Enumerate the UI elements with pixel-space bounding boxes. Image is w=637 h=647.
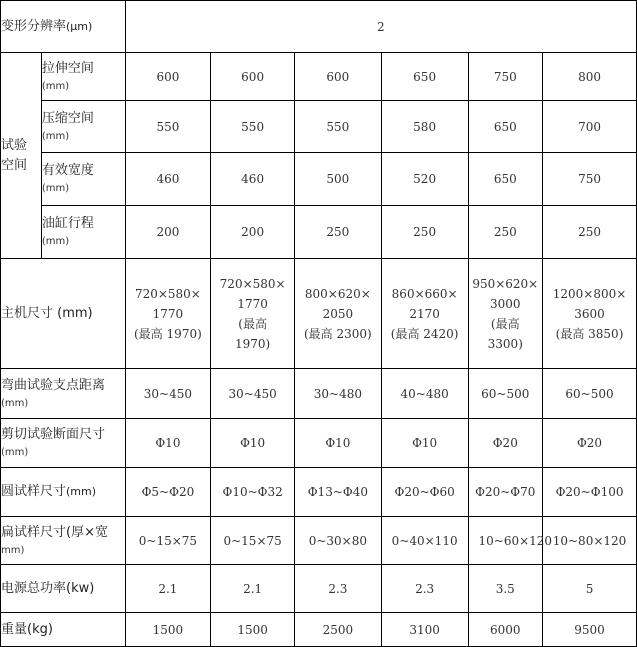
table-cell: 30~450	[125, 369, 211, 419]
table-cell: 40~480	[381, 369, 468, 419]
table-cell: 0~40×110	[381, 517, 468, 565]
table-cell: 250	[543, 206, 637, 259]
cell-line: 1770	[237, 296, 268, 311]
table-cell: 550	[125, 101, 211, 153]
table-cell	[125, 259, 211, 369]
cell-line: 2050	[322, 306, 354, 321]
table-row	[1, 101, 637, 153]
row-label-text: 圆试样尺寸	[1, 484, 67, 499]
table-row	[1, 259, 637, 369]
row-label	[41, 101, 125, 153]
table-row	[1, 153, 637, 206]
row-label: 重量(kg)	[1, 613, 126, 647]
table-cell	[211, 259, 295, 369]
row-label-text: 油缸行程	[41, 216, 94, 231]
table-cell: 600	[211, 53, 295, 101]
cell-line: 3600	[574, 306, 605, 321]
table-cell: 200	[211, 206, 295, 259]
table-cell: Φ20~Φ100	[543, 468, 637, 517]
cell-line: 950×620×	[472, 276, 539, 291]
row-label-text: 弯曲试验支点距离	[1, 377, 106, 393]
table-cell: Φ5~Φ20	[125, 468, 211, 517]
table-cell: 9500	[543, 613, 637, 647]
row-unit: (mm)	[1, 397, 29, 409]
table-cell: 1500	[125, 613, 211, 647]
table-cell: 580	[381, 101, 468, 153]
table-cell: 550	[211, 101, 295, 153]
table-cell: Φ13~Φ40	[294, 468, 381, 517]
cell-line: 800×620×	[304, 286, 371, 301]
cell-line: 1970)	[235, 336, 271, 351]
test-space-group-label	[1, 53, 42, 259]
cell-line: (最高	[238, 316, 267, 331]
table-cell: 650	[381, 53, 468, 101]
table-row	[1, 53, 637, 101]
table-row	[1, 1, 637, 53]
row-label	[41, 53, 125, 101]
row-unit: (mm)	[41, 236, 70, 247]
cell-line: 860×660×	[391, 286, 458, 301]
cell-line: (最高 2420)	[390, 326, 459, 341]
table-cell: 6000	[468, 613, 543, 647]
row-label-text: 有效宽度	[41, 163, 94, 178]
table-cell: 460	[211, 153, 295, 206]
table-cell: 500	[294, 153, 381, 206]
table-cell	[381, 259, 468, 369]
table-cell: 550	[294, 101, 381, 153]
table-cell: 200	[125, 206, 211, 259]
table-cell: Φ10	[211, 419, 295, 468]
table-cell: 2.3	[294, 565, 381, 613]
row-label	[1, 419, 126, 468]
table-cell: 0~15×75	[125, 517, 211, 565]
group-label-line: 试验	[1, 137, 28, 153]
table-row	[1, 613, 637, 647]
table-cell: 750	[543, 153, 637, 206]
row-unit: (mm)	[66, 485, 97, 498]
table-cell: 30~450	[211, 369, 295, 419]
cell-line: (最高	[490, 316, 520, 331]
table-row	[1, 468, 637, 517]
table-cell: 3100	[381, 613, 468, 647]
row-label	[1, 468, 126, 517]
table-cell: 0~15×75	[211, 517, 295, 565]
table-cell: 2.3	[381, 565, 468, 613]
table-cell: 2.1	[211, 565, 295, 613]
table-row	[1, 419, 637, 468]
cell-line: 720×580×	[134, 286, 201, 301]
cell-line: 1770	[152, 306, 184, 321]
row-label-text: 压缩空间	[41, 110, 94, 126]
resolution-unit: (μm)	[66, 19, 93, 33]
cell-line: (最高 1970)	[134, 326, 202, 341]
row-unit: (mm)	[41, 80, 70, 92]
table-cell: 10~80×120	[543, 517, 637, 565]
resolution-value: 2	[125, 1, 636, 53]
table-cell: 2500	[294, 613, 381, 647]
cell-line: (最高 2300)	[304, 326, 372, 341]
table-row	[1, 206, 637, 259]
row-label	[1, 369, 126, 419]
table-cell: 5	[543, 565, 637, 613]
table-cell: 600	[294, 53, 381, 101]
row-unit: (mm)	[41, 183, 70, 194]
table-cell	[543, 259, 637, 369]
table-cell: 650	[468, 153, 543, 206]
table-cell: 0~30×80	[294, 517, 381, 565]
row-label: 电源总功率(kw)	[1, 565, 126, 613]
table-cell: 750	[468, 53, 543, 101]
row-label-text: 拉伸空间	[41, 60, 94, 76]
table-cell: 600	[125, 53, 211, 101]
table-cell: Φ10	[294, 419, 381, 468]
table-cell: Φ10	[381, 419, 468, 468]
cell-line: 3000	[490, 296, 521, 311]
row-label	[1, 517, 126, 565]
table-cell: 60~500	[543, 369, 637, 419]
table-row	[1, 369, 637, 419]
row-unit: (mm)	[41, 130, 70, 142]
table-cell: Φ20~Φ60	[381, 468, 468, 517]
table-cell: 2.1	[125, 565, 211, 613]
table-cell: 60~500	[468, 369, 543, 419]
row-label-text: 扁试样尺寸(厚×宽	[1, 524, 108, 540]
row-label	[41, 153, 125, 206]
table-cell: 10~60×120	[468, 517, 543, 565]
resolution-label: 变形分辨率	[1, 18, 67, 34]
cell-line: 720×580×	[219, 276, 286, 291]
table-cell: 700	[543, 101, 637, 153]
table-cell: 460	[125, 153, 211, 206]
row-unit: (mm)	[1, 447, 29, 458]
table-cell: Φ20~Φ70	[468, 468, 543, 517]
group-label-line: 空间	[1, 157, 28, 173]
table-cell: 800	[543, 53, 637, 101]
table-cell: 3.5	[468, 565, 543, 613]
table-cell: Φ10~Φ32	[211, 468, 295, 517]
row-label: 主机尺寸 (mm)	[1, 259, 126, 369]
row-label-text: 剪切试验断面尺寸	[1, 427, 106, 442]
table-cell: Φ20	[468, 419, 543, 468]
table-cell: 30~480	[294, 369, 381, 419]
table-row	[1, 565, 637, 613]
table-cell: 250	[381, 206, 468, 259]
table-cell: Φ20	[543, 419, 637, 468]
table-cell: Φ10	[125, 419, 211, 468]
table-cell: 250	[294, 206, 381, 259]
table-row	[1, 517, 637, 565]
table-cell	[468, 259, 543, 369]
cell-line: 2170	[409, 306, 440, 321]
row-unit: mm)	[1, 544, 25, 556]
cell-line: 1200×800×	[552, 286, 627, 301]
table-cell	[294, 259, 381, 369]
row-label	[41, 206, 125, 259]
table-cell: 520	[381, 153, 468, 206]
table-cell: 1500	[211, 613, 295, 647]
cell-line: 3300)	[487, 336, 523, 351]
table-cell: 650	[468, 101, 543, 153]
row-label	[1, 1, 126, 53]
table-cell: 250	[468, 206, 543, 259]
cell-line: (最高 3850)	[555, 326, 624, 341]
